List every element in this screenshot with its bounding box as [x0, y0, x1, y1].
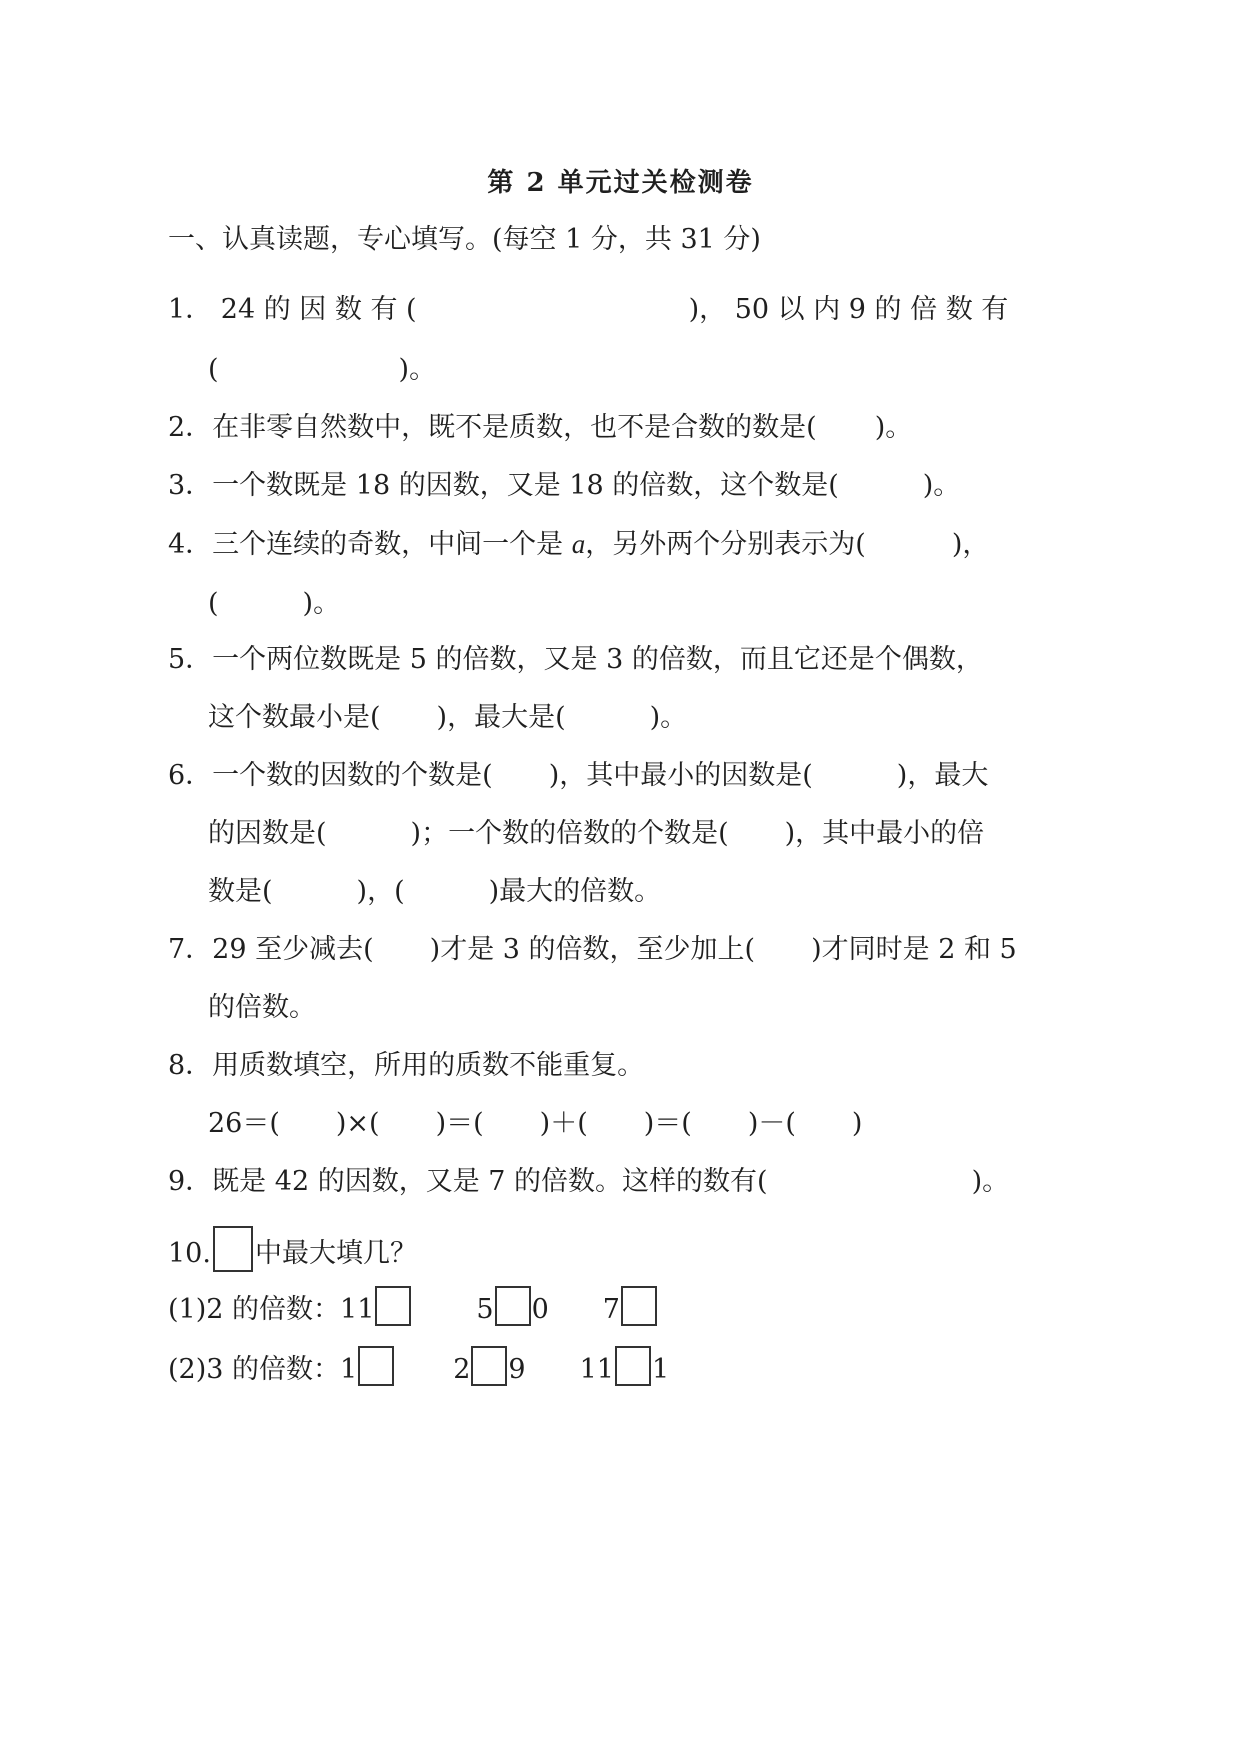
- answer-box[interactable]: [615, 1346, 651, 1386]
- question-5-line-2: 这个数最小是( )，最大是( )。: [208, 702, 688, 733]
- question-7-line-2: 的倍数。: [208, 992, 316, 1023]
- box-symbol: [213, 1226, 253, 1272]
- answer-box[interactable]: [621, 1286, 657, 1326]
- answer-box[interactable]: [495, 1286, 531, 1326]
- question-9: 9．既是 42 的因数，又是 7 的倍数。这样的数有( )。: [168, 1166, 1010, 1197]
- question-6-line-2: 的因数是( )；一个数的倍数的个数是( )，其中最小的倍: [208, 818, 985, 849]
- page-title: 第 2 单元过关检测卷: [487, 168, 754, 198]
- variable-a: a: [571, 529, 586, 559]
- section-heading: 一、认真读题，专心填写。(每空 1 分，共 31 分): [168, 224, 761, 255]
- question-1-line-2: ( )。: [208, 354, 437, 385]
- answer-box[interactable]: [471, 1346, 507, 1386]
- question-8: 8．用质数填空，所用的质数不能重复。: [168, 1050, 645, 1081]
- question-4-line-2: ( )。: [208, 588, 341, 619]
- question-4-line-1: 4．三个连续的奇数，中间一个是 a，另外两个分别表示为( )，: [168, 529, 990, 560]
- question-8-equation: 26＝( )×( )＝( )＋( )＝( )－( ): [208, 1108, 863, 1139]
- question-7-line-1: 7．29 至少减去( )才是 3 的倍数，至少加上( )才同时是 2 和 5: [168, 934, 1017, 965]
- answer-box[interactable]: [375, 1286, 411, 1326]
- question-10-part-2: (2)3 的倍数：1 2 9 11 1: [168, 1346, 669, 1388]
- question-10-part-1: (1)2 的倍数：11 5 0 7: [168, 1286, 658, 1328]
- question-10: 10. 中最大填几？: [168, 1226, 417, 1272]
- question-5-line-1: 5．一个两位数既是 5 的倍数，又是 3 的倍数，而且它还是个偶数，: [168, 644, 983, 675]
- question-3: 3．一个数既是 18 的因数，又是 18 的倍数，这个数是( )。: [168, 470, 961, 501]
- question-6-line-1: 6．一个数的因数的个数是( )，其中最小的因数是( )，最大: [168, 760, 989, 791]
- answer-box[interactable]: [358, 1346, 394, 1386]
- question-2: 2．在非零自然数中，既不是质数，也不是合数的数是( )。: [168, 412, 913, 443]
- question-1-line-1: 1． 24 的 因 数 有 ( )， 50 以 内 9 的 倍 数 有: [168, 294, 1009, 325]
- question-6-line-3: 数是( )，( )最大的倍数。: [208, 876, 662, 907]
